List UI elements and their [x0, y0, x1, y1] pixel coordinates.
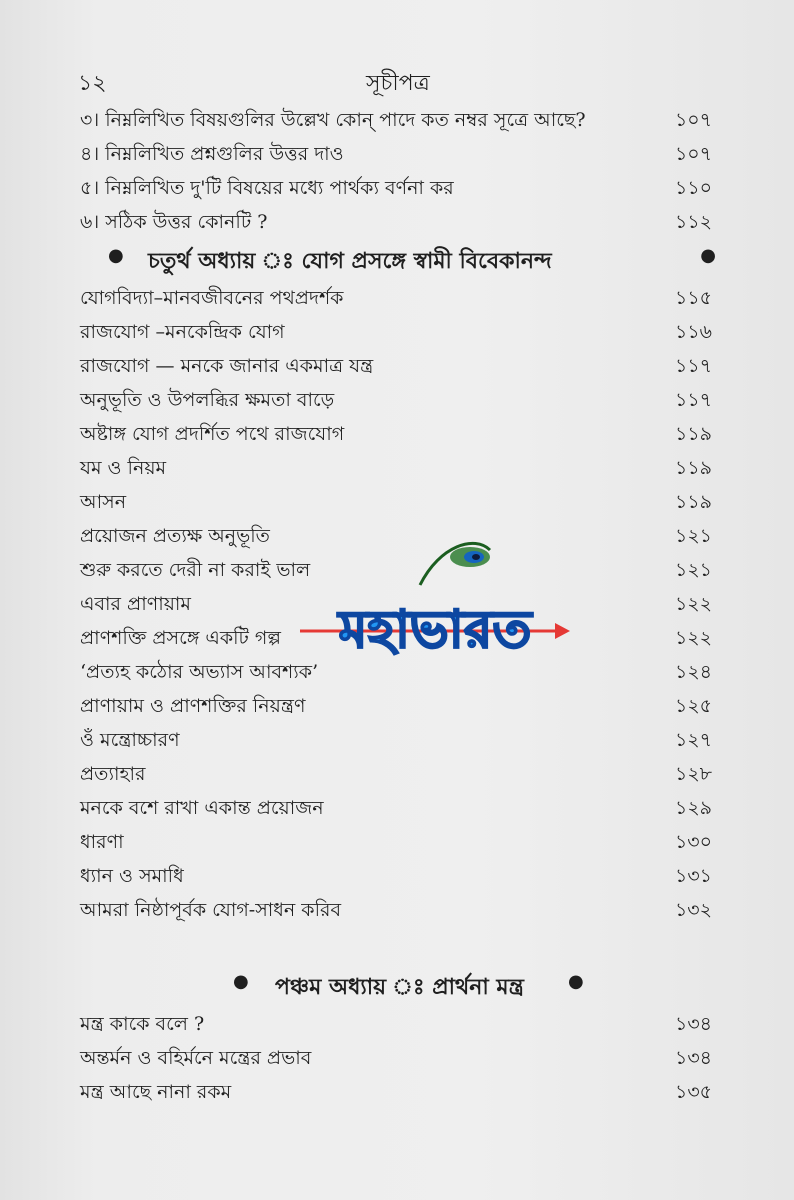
- page-title: সূচীপত্র: [366, 71, 430, 96]
- toc-entry-page: ১৩৪: [674, 1013, 712, 1035]
- toc-entry-page: ১৩০: [674, 831, 712, 853]
- toc-entry-title: মন্ত্র আছে নানা রকম: [80, 1081, 232, 1103]
- chapter-4-title: চতুর্থ অধ্যায় ঃ যোগ প্রসঙ্গে স্বামী বিবেকানন্দ: [148, 248, 552, 274]
- toc-entry-page: ১১৭: [674, 355, 712, 377]
- toc-entry-page: ১১০: [674, 177, 712, 199]
- toc-entry-page: ১১৬: [674, 321, 712, 343]
- section-gap: [80, 927, 712, 965]
- toc-entry: [80, 137, 712, 171]
- toc-entry-page: ১১২: [674, 211, 712, 233]
- toc-entry-title: রাজযোগ — মনকে জানার একমাত্র যন্ত্র: [80, 355, 374, 377]
- toc-entry-page: ১৩৫: [674, 1081, 712, 1103]
- toc-entry: [80, 171, 712, 205]
- toc-entry-page: ১২৫: [674, 695, 712, 717]
- toc-entry-page: ১২২: [674, 593, 712, 615]
- toc-entry-page: ১১৯: [675, 491, 712, 513]
- toc-entry-title: মনকে বশে রাখা একান্ত প্রয়োজন: [80, 797, 324, 819]
- toc-entry-page: ১০৭: [674, 143, 712, 165]
- chapter-4-heading: [80, 239, 716, 281]
- toc-entry: [80, 205, 712, 239]
- toc-entry-title: প্রাণশক্তি প্রসঙ্গে একটি গল্প: [80, 627, 281, 649]
- toc-entry: [80, 757, 712, 791]
- toc-entry: [80, 417, 712, 451]
- toc-entry-page: ১২৪: [674, 661, 712, 683]
- watermark-text: মহাভারত: [338, 600, 532, 660]
- toc-entry: [80, 451, 712, 485]
- toc-entry-title: ৪। নিম্নলিখিত প্রশ্নগুলির উত্তর দাও: [80, 143, 344, 165]
- toc-entry-title: আমরা নিষ্ঠাপূর্বক যোগ-সাধন করিব: [80, 899, 342, 921]
- toc-entry-page: ১১৭: [674, 389, 712, 411]
- toc-entry: [80, 1007, 712, 1041]
- toc-entry: [80, 825, 712, 859]
- toc-entry-title: আসন: [80, 491, 127, 513]
- toc-entry: [80, 1075, 712, 1109]
- toc-entry-title: ধারণা: [80, 831, 124, 853]
- toc-entry-page: ১২২: [674, 627, 712, 649]
- toc-entry: [80, 315, 712, 349]
- toc-entry-title: ৬। সঠিক উত্তর কোনটি ?: [80, 211, 268, 233]
- toc-entry: [80, 893, 712, 927]
- toc-entry-title: ৫। নিম্নলিখিত দু'টি বিষয়ের মধ্যে পার্থক্য বর্ণনা কর: [80, 177, 454, 199]
- arrowhead-icon: [555, 623, 570, 639]
- bullet-icon: ●: [568, 971, 584, 992]
- toc-entry: [80, 383, 712, 417]
- toc-entry-page: ১২১: [674, 525, 712, 547]
- toc-entry-title: ৩। নিম্নলিখিত বিষয়গুলির উল্লেখ কোন্ পাদে কত নম্বর সূত্রে আছে?: [80, 109, 586, 131]
- toc-entry-page: ১১৯: [675, 457, 712, 479]
- toc-entry-title: এবার প্রাণায়াম: [80, 593, 191, 615]
- toc-entry: [80, 485, 712, 519]
- toc-entry-title: ধ্যান ও সমাধি: [80, 865, 184, 887]
- toc-entry: [80, 689, 712, 723]
- toc-entry-page: ১৩১: [674, 865, 712, 887]
- chapter-5-entry-list: [80, 1007, 712, 1109]
- toc-entry-title: যম ও নিয়ম: [80, 457, 167, 479]
- toc-entry: [80, 723, 712, 757]
- toc-entry-page: ১৩২: [674, 899, 712, 921]
- chapter-5-heading: [80, 965, 712, 1007]
- peacock-feather-icon: [420, 543, 490, 585]
- toc-entry: [80, 103, 712, 137]
- toc-entry-page: ১৩৪: [674, 1047, 712, 1069]
- toc-entry-page: ১১৯: [675, 423, 712, 445]
- toc-entry-title: অন্তর্মন ও বহির্মনে মন্ত্রের প্রভাব: [80, 1047, 312, 1069]
- toc-entry-title: রাজযোগ –মনকেন্দ্রিক যোগ: [80, 321, 285, 343]
- toc-entry-page: ১২৯: [674, 797, 712, 819]
- intro-entry-list: [80, 103, 712, 239]
- toc-entry-title: ওঁ মন্ত্রোচ্চারণ: [80, 729, 180, 751]
- bullet-icon: ●: [700, 245, 716, 266]
- chapter-5-title: পঞ্চম অধ্যায় ঃ প্রার্থনা মন্ত্র: [275, 974, 524, 1000]
- bullet-icon: ●: [233, 971, 249, 992]
- toc-entry-title: মন্ত্র কাকে বলে ?: [80, 1013, 205, 1035]
- toc-entry-page: ১২৮: [674, 763, 712, 785]
- page-header: [0, 60, 794, 100]
- toc-entry-title: অষ্টাঙ্গ যোগ প্রদর্শিত পথে রাজযোগ: [80, 423, 345, 445]
- toc-entry-title: প্রত্যাহার: [80, 763, 146, 785]
- bullet-icon: ●: [108, 245, 124, 266]
- toc-entry-title: ‘প্রত্যহ কঠোর অভ্যাস আবশ্যক’: [80, 661, 319, 683]
- toc-entry-title: প্রয়োজন প্রত্যক্ষ অনুভূতি: [80, 525, 270, 547]
- toc-entry: [80, 1041, 712, 1075]
- toc-entry-title: শুরু করতে দেরী না করাই ভাল: [80, 559, 311, 581]
- toc-entry-page: ১২৭: [674, 729, 712, 751]
- toc-entry: [80, 859, 712, 893]
- toc-entry-title: অনুভূতি ও উপলব্ধির ক্ষমতা বাড়ে: [80, 389, 335, 411]
- toc-entry: [80, 791, 712, 825]
- toc-entry-page: ১০৭: [674, 109, 712, 131]
- page-number: ১২: [78, 71, 107, 96]
- toc-entry: [80, 349, 712, 383]
- mahabharat-logo-watermark: [300, 535, 570, 685]
- toc-entry-title: যোগবিদ্যা–মানবজীবনের পথপ্রদর্শক: [80, 287, 344, 309]
- toc-entry: [80, 281, 712, 315]
- toc-entry-page: ১১৫: [675, 287, 712, 309]
- toc-entry-page: ১২১: [674, 559, 712, 581]
- toc-entry-title: প্রাণায়াম ও প্রাণশক্তির নিয়ন্ত্রণ: [80, 695, 306, 717]
